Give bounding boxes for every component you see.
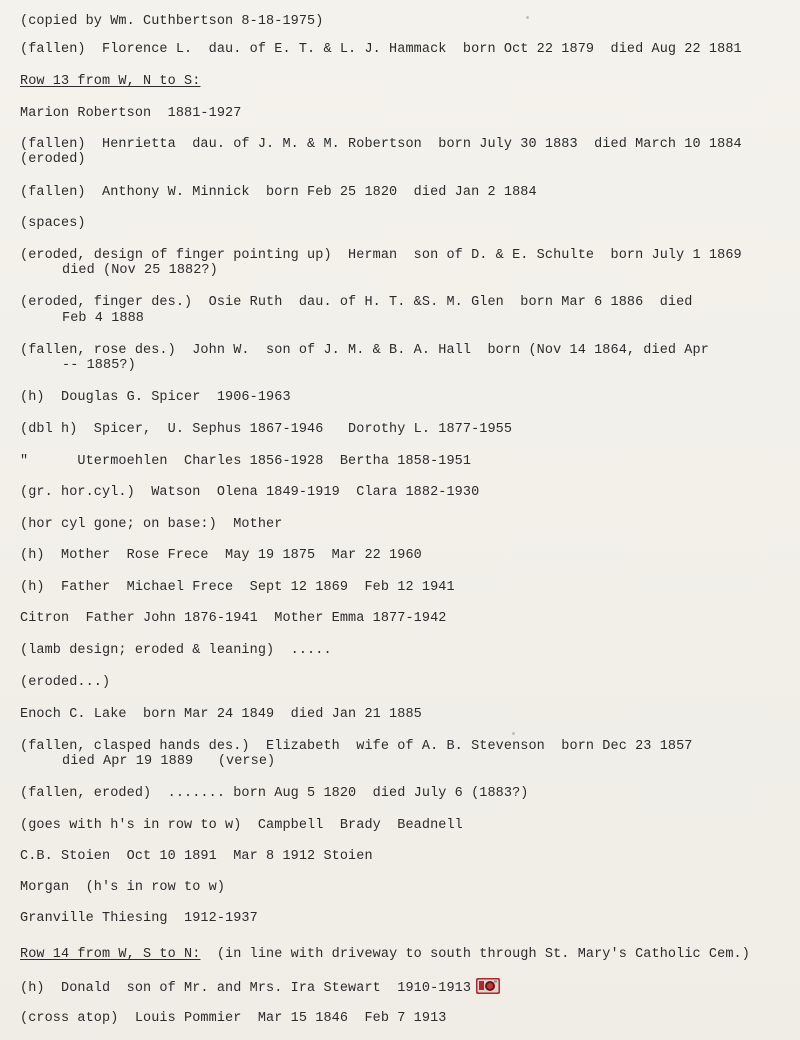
- copy-note: (copied by Wm. Cuthbertson 8-18-1975): [20, 14, 324, 29]
- entry-elizabeth-stevenson: (fallen, clasped hands des.) Elizabeth wife of A. B. Stevenson born Dec 23 1857: [20, 739, 693, 754]
- entry-herman-schulte: (eroded, design of finger pointing up) Herman son of D. & E. Schulte born July 1 1869: [20, 248, 742, 263]
- entry-osie-ruth-glen: (eroded, finger des.) Osie Ruth dau. of H. T. &S. M. Glen born Mar 6 1886 died: [20, 295, 693, 310]
- camera-icon[interactable]: [475, 977, 501, 995]
- entry-douglas-spicer: (h) Douglas G. Spicer 1906-1963: [20, 390, 291, 405]
- entry-fallen-eroded: (fallen, eroded) ....... born Aug 5 1820 died July 6 (1883?): [20, 786, 529, 801]
- entry-watson: (gr. hor.cyl.) Watson Olena 1849-1919 Clara 1882-1930: [20, 485, 480, 500]
- entry-rose-frece: (h) Mother Rose Frece May 19 1875 Mar 22 1960: [20, 548, 422, 563]
- entry-anthony-minnick: (fallen) Anthony W. Minnick born Feb 25 1820 died Jan 2 1884: [20, 185, 537, 200]
- row-14-heading: Row 14 from W, S to N:: [20, 947, 201, 962]
- entry-granville-thiesing: Granville Thiesing 1912-1937: [20, 911, 258, 926]
- entry-john-hall-cont: -- 1885?): [62, 358, 136, 373]
- entry-citron: Citron Father John 1876-1941 Mother Emma 1877-1942: [20, 611, 447, 626]
- entry-campbell-brady-beadnell: (goes with h's in row to w) Campbell Brady Beadnell: [20, 818, 463, 833]
- entry-florence-hammack: (fallen) Florence L. dau. of E. T. & L. J. Hammack born Oct 22 1879 died Aug 22 1881: [20, 42, 742, 57]
- entry-michael-frece: (h) Father Michael Frece Sept 12 1869 Feb 12 1941: [20, 580, 455, 595]
- entry-lamb-design: (lamb design; eroded & leaning) .....: [20, 643, 332, 658]
- entry-eroded: (eroded...): [20, 675, 111, 690]
- entry-utermoehlen: " Utermoehlen Charles 1856-1928 Bertha 1858-1951: [20, 454, 472, 469]
- entry-john-hall: (fallen, rose des.) John W. son of J. M. & B. A. Hall born (Nov 14 1864, died Apr: [20, 343, 709, 358]
- entry-marion-robertson: Marion Robertson 1881-1927: [20, 106, 242, 121]
- row-14-line: [20, 947, 750, 963]
- entry-mother-base: (hor cyl gone; on base:) Mother: [20, 517, 283, 532]
- paper-speck: [512, 732, 515, 735]
- entry-donald-stewart: (h) Donald son of Mr. and Mrs. Ira Stewart 1910-1913: [20, 981, 472, 996]
- entry-louis-pommier: (cross atop) Louis Pommier Mar 15 1846 Feb 7 1913: [20, 1011, 447, 1026]
- entry-elizabeth-stevenson-cont: died Apr 19 1889 (verse): [62, 754, 276, 769]
- entry-osie-ruth-glen-cont: Feb 4 1888: [62, 311, 145, 326]
- entry-spaces: (spaces): [20, 216, 86, 231]
- row-13-heading: Row 13 from W, N to S:: [20, 74, 201, 89]
- entry-herman-schulte-cont: died (Nov 25 1882?): [62, 263, 218, 278]
- entry-morgan: Morgan (h's in row to w): [20, 880, 226, 895]
- row-14-note: (in line with driveway to south through St. Mary's Catholic Cem.): [200, 947, 750, 962]
- entry-henrietta-robertson: (fallen) Henrietta dau. of J. M. & M. Robertson born July 30 1883 died March 10 1884: [20, 137, 742, 152]
- entry-spicer-double: (dbl h) Spicer, U. Sephus 1867-1946 Dorothy L. 1877-1955: [20, 422, 513, 437]
- paper-speck: [526, 16, 529, 19]
- entry-donald-stewart-line: [20, 977, 501, 997]
- entry-enoch-lake: Enoch C. Lake born Mar 24 1849 died Jan 21 1885: [20, 707, 422, 722]
- entry-stoien: C.B. Stoien Oct 10 1891 Mar 8 1912 Stoien: [20, 849, 373, 864]
- entry-henrietta-note: (eroded): [20, 152, 86, 167]
